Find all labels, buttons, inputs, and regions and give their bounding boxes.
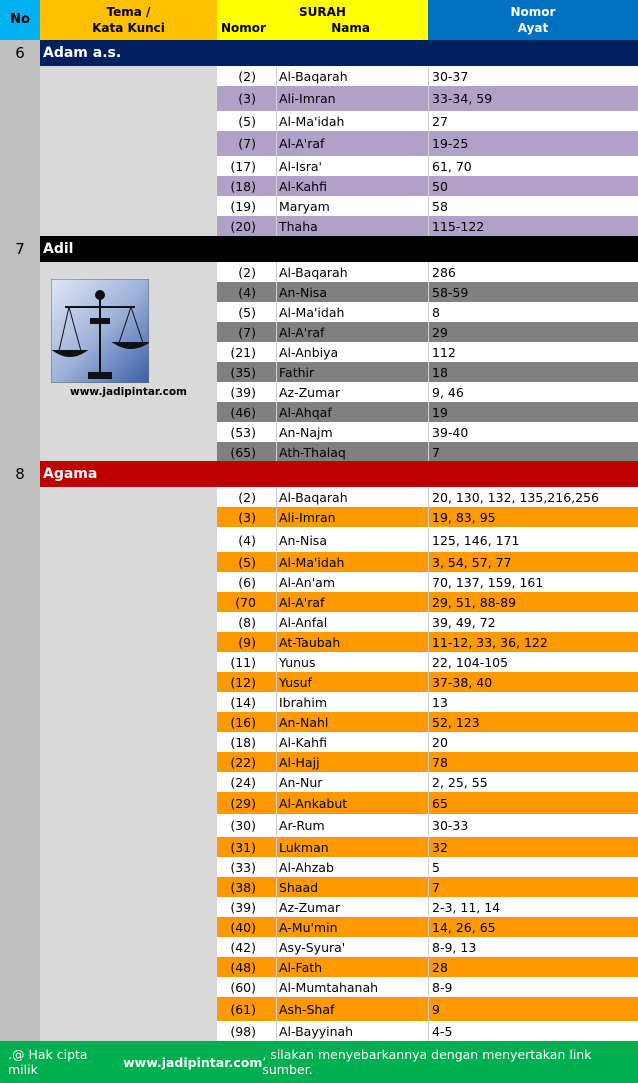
section-number: 7 [0,236,40,262]
table-row [217,196,638,216]
surah-name: An-Nur [276,772,428,792]
ayat-numbers: 125, 146, 171 [428,529,638,552]
table-row [217,86,638,111]
table-row [217,692,638,712]
surah-name: Al-A'raf [276,592,428,612]
table-row [217,712,638,732]
ayat-numbers: 58 [428,196,638,216]
ayat-numbers: 58-59 [428,282,638,302]
header-tema-line1: Tema / [106,5,151,19]
ayat-numbers: 19 [428,402,638,422]
header-surah [217,0,428,40]
surah-name: Az-Zumar [276,897,428,917]
surah-name: Al-Kahfi [276,732,428,752]
surah-name: Al-Anfal [276,612,428,632]
header-surah-nomor: Nomor [221,21,266,35]
ayat-numbers: 112 [428,342,638,362]
table-row [217,877,638,897]
surah-name: Ath-Thalaq [276,442,428,462]
ayat-numbers: 50 [428,176,638,196]
surah-name: Al-Mumtahanah [276,977,428,997]
ayat-numbers: 30-33 [428,814,638,837]
image-caption: www.jadipintar.com [70,386,187,398]
surah-name: At-Taubah [276,632,428,652]
surah-number: (6) [238,574,256,590]
table-row [217,837,638,857]
surah-name: Al-An'am [276,572,428,592]
table-row [217,652,638,672]
surah-number: (30) [230,818,256,833]
footer-site-link[interactable]: www.jadipintar.com [123,1054,263,1070]
table-row [217,402,638,422]
surah-number: (33) [230,859,256,875]
surah-name: An-Nisa [276,529,428,552]
surah-name: Al-Bayyinah [276,1021,428,1041]
surah-number: (12) [230,674,256,690]
no-column [0,40,40,1041]
ayat-numbers: 20 [428,732,638,752]
surah-name: Fathir [276,362,428,382]
table-row [217,342,638,362]
surah-name: Al-A'raf [276,322,428,342]
ayat-numbers: 18 [428,362,638,382]
ayat-numbers: 2-3, 11, 14 [428,897,638,917]
surah-number: (60) [230,979,256,995]
surah-number: (53) [230,424,256,440]
ayat-numbers: 33-34, 59 [428,86,638,111]
ayat-numbers: 70, 137, 159, 161 [428,572,638,592]
table-row [217,262,638,282]
surah-name: Lukman [276,837,428,857]
surah-number: (7) [238,136,256,151]
surah-number: (39) [230,899,256,915]
table-row [217,216,638,236]
ayat-numbers: 14, 26, 65 [428,917,638,937]
ayat-numbers: 61, 70 [428,156,638,176]
ayat-numbers: 39-40 [428,422,638,442]
ayat-numbers: 29, 51, 88-89 [428,592,638,612]
surah-number: (21) [230,344,256,360]
table-row [217,752,638,772]
surah-number: (7) [238,324,256,340]
footer-prefix: .@ Hak cipta milik [8,1047,88,1077]
header-tema [40,0,217,40]
ayat-numbers: 52, 123 [428,712,638,732]
surah-name: Al-Anbiya [276,342,428,362]
surah-name: Al-Ma'idah [276,111,428,131]
surah-name: Ali-Imran [276,86,428,111]
surah-number: (42) [230,939,256,955]
table-row [217,977,638,997]
surah-number: (5) [238,113,256,129]
section-number: 8 [0,461,40,487]
table-row [217,382,638,402]
table-row [217,937,638,957]
surah-number: (70 [235,594,256,610]
surah-number: (18) [230,734,256,750]
ayat-numbers: 30-37 [428,66,638,86]
header-ayat-line1: Nomor [510,5,556,19]
surah-number: (29) [230,795,256,811]
footer-suffix: , silakan menyebarkannya dengan menyertakan link sumber. [262,1047,592,1077]
surah-name: Ar-Rum [276,814,428,837]
surah-number: (9) [238,634,256,650]
surah-name: Az-Zumar [276,382,428,402]
surah-number: (40) [230,919,256,935]
ayat-numbers: 19-25 [428,131,638,156]
ayat-numbers: 22, 104-105 [428,652,638,672]
surah-name: Asy-Syura' [276,937,428,957]
surah-name: Al-Baqarah [276,487,428,507]
surah-number: (19) [230,198,256,214]
table-row [217,322,638,342]
surah-name: Al-Ahzab [276,857,428,877]
surah-name: Al-A'raf [276,131,428,156]
section-header [0,40,638,66]
scales-of-justice-image [51,279,149,383]
section-header [0,461,638,487]
ayat-numbers: 8-9 [428,977,638,997]
surah-number: (46) [230,404,256,420]
surah-number: (48) [230,959,256,975]
table-row [217,732,638,752]
section-title: Adil [40,236,638,262]
surah-number: (14) [230,694,256,710]
surah-name: Al-Isra' [276,156,428,176]
table-row [217,131,638,156]
ayat-numbers: 9 [428,997,638,1021]
header-ayat-line2: Ayat [517,21,549,35]
surah-name: Al-Ankabut [276,792,428,814]
table-row [217,814,638,837]
surah-number: (2) [238,264,256,280]
table-row [217,507,638,527]
copyright-footer [0,1041,638,1083]
surah-name: Ali-Imran [276,507,428,527]
surah-name: Al-Kahfi [276,176,428,196]
section-number: 6 [0,40,40,66]
table-row [217,156,638,176]
header-ayat [428,0,638,40]
surah-number: (2) [238,489,256,505]
surah-number: (4) [238,533,256,548]
ayat-numbers: 2, 25, 55 [428,772,638,792]
ayat-numbers: 32 [428,837,638,857]
table-row [217,917,638,937]
surah-number: (11) [230,654,256,670]
ayat-numbers: 27 [428,111,638,131]
table-row [217,592,638,612]
header-surah-line1: SURAH [299,5,346,19]
surah-name: Yusuf [276,672,428,692]
ayat-numbers: 8-9, 13 [428,937,638,957]
ayat-numbers: 19, 83, 95 [428,507,638,527]
tema-column [40,40,217,1041]
surah-number: (5) [238,554,256,570]
surah-number: (8) [238,614,256,630]
ayat-numbers: 286 [428,262,638,282]
surah-number: (24) [230,774,256,790]
surah-number: (38) [230,879,256,895]
surah-name: Al-Baqarah [276,262,428,282]
section-title: Agama [40,461,638,487]
surah-name: An-Nisa [276,282,428,302]
ayat-numbers: 78 [428,752,638,772]
header-surah-nama: Nama [331,21,370,35]
table-row [217,572,638,592]
surah-number: (17) [230,158,256,174]
surah-number: (18) [230,178,256,194]
table-row [217,302,638,322]
table-row [217,612,638,632]
surah-number: (65) [230,444,256,460]
surah-name: An-Nahl [276,712,428,732]
table-row [217,957,638,977]
table-row [217,282,638,302]
surah-number: (16) [230,714,256,730]
surah-name: A-Mu'min [276,917,428,937]
table-row [217,997,638,1021]
ayat-numbers: 9, 46 [428,382,638,402]
ayat-numbers: 37-38, 40 [428,672,638,692]
ayat-numbers: 28 [428,957,638,977]
ayat-numbers: 115-122 [428,216,638,236]
table-row [217,66,638,86]
ayat-numbers: 7 [428,877,638,897]
table-row [217,897,638,917]
surah-name: Al-Ahqaf [276,402,428,422]
ayat-numbers: 65 [428,792,638,814]
surah-number: (4) [238,284,256,300]
ayat-numbers: 13 [428,692,638,712]
surah-name: Al-Ma'idah [276,302,428,322]
surah-name: Yunus [276,652,428,672]
surah-name: Al-Fath [276,957,428,977]
surah-number: (5) [238,304,256,320]
ayat-numbers: 20, 130, 132, 135,216,256 [428,487,638,507]
ayat-numbers: 8 [428,302,638,322]
section-header [0,236,638,262]
surah-name: Al-Ma'idah [276,552,428,572]
table-row [217,487,638,507]
ayat-numbers: 4-5 [428,1021,638,1041]
ayat-numbers: 7 [428,442,638,462]
table-row [217,857,638,877]
table-row [217,632,638,652]
surah-number: (3) [238,91,256,106]
surah-number: (2) [238,68,256,84]
table-row [217,672,638,692]
surah-name: Ash-Shaf [276,997,428,1021]
table-row [217,362,638,382]
surah-number: (20) [230,218,256,234]
surah-number: (3) [238,509,256,525]
header-no [0,0,40,40]
table-row [217,442,638,462]
surah-name: An-Najm [276,422,428,442]
surah-name: Thaha [276,216,428,236]
table-row [217,1021,638,1041]
ayat-numbers: 3, 54, 57, 77 [428,552,638,572]
table-row [217,772,638,792]
table-row [217,792,638,814]
section-title: Adam a.s. [40,40,638,66]
table-row [217,422,638,442]
ayat-numbers: 5 [428,857,638,877]
header-no-label: No [10,12,30,27]
surah-number: (61) [230,1001,256,1017]
table-row [217,529,638,552]
surah-name: Ibrahim [276,692,428,712]
header-tema-line2: Kata Kunci [92,21,165,35]
ayat-numbers: 11-12, 33, 36, 122 [428,632,638,652]
ayat-numbers: 29 [428,322,638,342]
ayat-numbers: 39, 49, 72 [428,612,638,632]
table-row [217,176,638,196]
table-row [217,111,638,131]
surah-number: (31) [230,839,256,855]
surah-name: Al-Hajj [276,752,428,772]
surah-number: (98) [230,1023,256,1039]
surah-name: Maryam [276,196,428,216]
surah-name: Shaad [276,877,428,897]
surah-number: (39) [230,384,256,400]
surah-number: (35) [230,364,256,380]
table-row [217,552,638,572]
surah-number: (22) [230,754,256,770]
surah-name: Al-Baqarah [276,66,428,86]
